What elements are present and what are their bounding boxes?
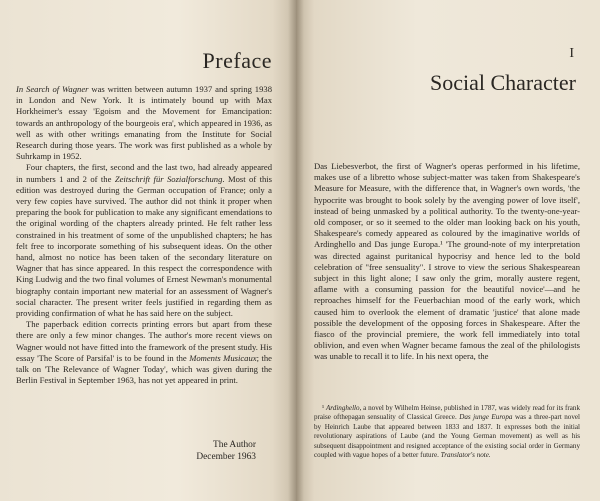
preface-paragraph: In Search of Wagner was written between autumn 1937 and spring 1938 in London and New York. It is intimately bound up with Max Horkheimer's essay 'Egoism and the Movement for Emancipation: towards an anthropology of the bourgeois era', which appeared in 1936, as well as with other writings emanating from the Institute for Social Research during those years. The work was first published as a whole by Suhrkamp in 1952.	[16, 84, 272, 162]
preface-paragraph: Four chapters, the first, second and the last two, had already appeared in numbers 1 and 2 of the Zeitschrift für Sozialforschung. Most of this edition was destroyed during the German occupation of France; only a very few copies have survived. The author did not think it proper when preparing the book for publication to make any significant emendations to the original wording of the chapters already printed. He felt rather less constrained in his treatment of some of the unpublished chapters; he has felt free to incorporate something of his subsequent ideas. On the other hand, almost no notice has been taken of the secondary literature on Wagner that has since appeared. In this respect the correspondence with King Ludwig and the two final volumes of Ernest Newman's monumental biography contain important new material for an assessment of Wagner's social character. The present writer feels justified in regarding them as providing confirmation of what he has said here on the subject.	[16, 162, 273, 319]
preface-title: Preface	[202, 48, 272, 73]
right-page	[296, 0, 600, 501]
chapter-number: I	[569, 46, 574, 61]
journal-title-italic: Zeitschrift für Sozialforschung	[114, 173, 223, 184]
preface-body	[16, 84, 272, 386]
book-gutter	[288, 0, 304, 501]
chapter-body	[314, 161, 580, 363]
work-title-italic: Moments Musicaux	[189, 352, 257, 363]
preface-paragraph: The paperback edition corrects printing errors but apart from these there are only a few minor changes. The author's more recent views on Wagner would not have fitted into the framework of the present study. His essay 'The Score of Parsifal' is to be found in the Moments Musicaux; the talk on 'The Relevance of Wagner Today', which was given during the Berlin Festival in September 1963, has not yet appeared in print.	[16, 319, 272, 386]
chapter-paragraph: Das Liebesverbot, the first of Wagner's operas performed in his lifetime, makes use of a libretto whose subject-matter was taken from Shakespeare's Measure for Measure, with the difference that, in Wagner's own words, 'the hypocrite was brought to book solely by the avenging power of love itself', instead of being unmasked by a political authority. To the twenty-one-year-old composer, or so it seemed to the older man looking back on his youth, Shakespeare's comedy appeared as coloured by the imaginative worlds of Ardinghello and Das junge Europa.¹ 'The ground-note of my interpretation was directed against puritanical hypocrisy and hence led to the bold celebration of "free sensuality". I strove to view the serious Shakespearean subject in this light alone; I saw only the grim, morally austere regent, aflame with a consuming passion for the beautiful novice'—and he reproaches himself for the Feuerbachian mood of the early work, which caused him to overlook the element of dramatic 'justice' that alone made possible the development of the opposing forces in Shakespeare. After the fiasco of the provincial premiere, the work fell immediately into total oblivion, and even when Wagner became famous the zeal of the philologists was unable to recall it to life. In his next opera, the	[314, 161, 580, 362]
chapter-title: Social Character	[430, 70, 576, 95]
signature-date: December 1963	[196, 452, 256, 462]
preface-signature	[196, 439, 256, 463]
signature-author: The Author	[213, 440, 256, 450]
left-page	[0, 0, 296, 501]
footnote-text: ¹ Ardinghello, a novel by Wilhelm Heinse, published in 1787, was widely read for its frank praise ofthepagan sensuality of Classical Greece. Das junge Europa was a three-part novel by Heinrich Laube that appeared between 1833 and 1837. It expresses both the initial revolutionary aspirations of Laube (and the Young German movement) as well as his subsequent disappointment and resigned acceptance of the existing social order in Germany coupled with vague hopes of a better future. Translator's note.	[314, 404, 580, 460]
footnote	[314, 404, 580, 460]
book-title-italic: In Search of Wagner	[16, 84, 89, 94]
